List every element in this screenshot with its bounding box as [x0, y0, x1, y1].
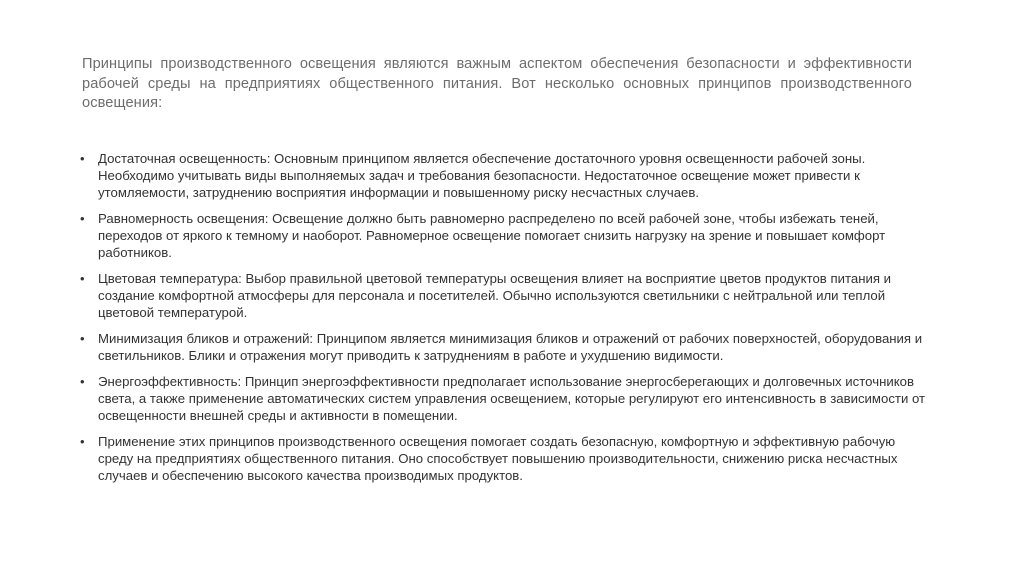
bullet-item: [78, 433, 928, 484]
bullet-text: Достаточная освещенность: Основным принципом является обеспечение достаточного уровня освещенности рабочей зоны. Необходимо учитывать виды выполняемых задач и требования безопасности. Недостаточное освещение может привести к утомляемости, затруднению восприятия информации и повышенному риску несчастных случаев.: [98, 151, 866, 200]
bullet-icon: •: [80, 434, 85, 449]
bullet-item: [78, 150, 928, 201]
bullet-icon: •: [80, 271, 85, 286]
intro-paragraph: Принципы производственного освещения являются важным аспектом обеспечения безопасности и эффективности рабочей среды на предприятиях общественного питания. Вот несколько основных принципов производственного освещения:: [82, 56, 912, 111]
bullet-text: Минимизация бликов и отражений: Принципом является минимизация бликов и отражений от рабочих поверхностей, оборудования и светильников. Блики и отражения могут приводить к затруднениям в работе и ухудшению видимости.: [98, 331, 923, 363]
bullet-item: [78, 210, 928, 261]
bullet-list: [78, 150, 928, 493]
bullet-icon: •: [80, 331, 85, 346]
bullet-item: [78, 330, 928, 364]
bullet-text: Цветовая температура: Выбор правильной цветовой температуры освещения влияет на восприятие цветов продуктов питания и создание комфортной атмосферы для персонала и посетителей. Обычно используются светильники с нейтральной или теплой цветовой температурой.: [98, 271, 892, 320]
bullet-text: Энергоэффективность: Принцип энергоэффективности предполагает использование энергосберегающих и долговечных источников света, а также применение автоматических систем управления освещением, которые регулируют его интенсивность в зависимости от освещенности внешней среды и активности в помещении.: [98, 374, 926, 423]
bullet-icon: •: [80, 211, 85, 226]
bullet-icon: •: [80, 151, 85, 166]
bullet-icon: •: [80, 374, 85, 389]
bullet-text: Равномерность освещения: Освещение должно быть равномерно распределено по всей рабочей зоне, чтобы избежать теней, переходов от яркого к темному и наоборот. Равномерное освещение помогает снизить нагрузку на зрение и повышает комфорт работников.: [98, 211, 886, 260]
bullet-item: [78, 373, 928, 424]
bullet-text: Применение этих принципов производственного освещения помогает создать безопасную, комфортную и эффективную рабочую среду на предприятиях общественного питания. Оно способствует повышению производительности, снижению риска несчастных случаев и обеспечению высокого качества производимых продуктов.: [98, 434, 898, 483]
bullet-item: [78, 270, 928, 321]
